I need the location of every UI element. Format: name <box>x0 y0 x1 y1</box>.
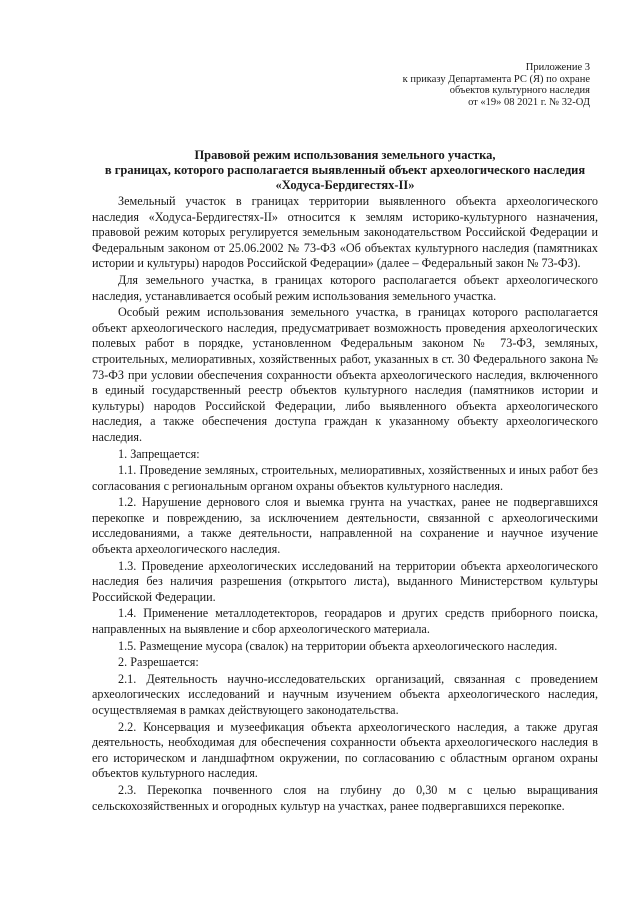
section-permitted: 2. Разрешается: <box>118 655 199 670</box>
title-line-1: Правовой режим использования земельного участка, <box>194 148 496 162</box>
paragraph-land-status: Земельный участок в границах территории выявленного объекта археологического наследия «Ходуса-Бердигестях-II» относится к землям историко-культурного назначения, правовой режим которых регулируется земельным законодательством Российской Федерации и Федеральным законом от 25.06.2002 № 73-ФЗ «Об объектах культурного наследия (памятниках истории и культуры) народов Российской Федерации» (далее – Федеральный закон № 73-ФЗ). <box>92 194 598 271</box>
section-prohibited: 1. Запрещается: <box>118 446 200 461</box>
paragraph-regime-details: Особый режим использования земельного участка, в границах которого располагается объект археологического наследия, предусматривает возможность проведения археологических полевых работ в порядке, установленном Федеральным законом № 73-ФЗ, земляных, строительных, мелиоративных, хозяйственных работ, указанных в ст. 30 Федерального закона № 73-ФЗ при условии обеспечения сохранности объекта археологического наследия, включенного в единый государственный реестр объектов культурного наследия (памятников истории и культуры) народов Российской Федерации, либо выявленного объекта археологического наследия, а также обеспечения доступа граждан к указанному объекту археологического наследия. <box>92 305 598 444</box>
item-2-1: 2.1. Деятельность научно-исследовательских организаций, связанная с проведением археологических исследований и научным изучением объекта археологического наследия, осуществляемая в рамках действующего законодательства. <box>92 671 598 717</box>
title-line-2: в границах, которого располагается выявленный объект археологического наследия <box>104 163 586 177</box>
annex-number: Приложение 3 <box>525 62 590 73</box>
item-2-2: 2.2. Консервация и музеефикация объекта археологического наследия, а также другая деятельность, необходимая для обеспечения сохранности объекта археологического наследия в его историческом и ландшафтном окружении, по согласованию с областным органом охраны объектов культурного наследия. <box>92 719 598 781</box>
item-1-1: 1.1. Проведение земляных, строительных, мелиоративных, хозяйственных и иных работ без согласования с региональным органом охраны объектов культурного наследия. <box>92 463 598 493</box>
item-1-5: 1.5. Размещение мусора (свалок) на территории объекта археологического наследия. <box>118 638 558 653</box>
annex-order-ref: к приказу Департамента РС (Я) по охране <box>402 73 590 85</box>
item-1-3: 1.3. Проведение археологических исследований на территории объекта археологического наследия без наличия разрешения (открытого листа), выданного Министерством культуры Российской Федерации. <box>92 558 598 604</box>
paragraph-special-regime: Для земельного участка, в границах которого располагается объект археологического наследия, устанавливается особый режим использования земельного участка. <box>92 272 598 303</box>
item-1-2: 1.2. Нарушение дернового слоя и выемка грунта на участках, ранее не подвергавшихся перекопке и повреждению, за исключением деятельности, связанной с археологическими исследованиями, а также деятельности, направленной на сохранение и научное изучение объекта археологического наследия. <box>92 495 598 557</box>
item-1-4: 1.4. Применение металлодетекторов, георадаров и других средств приборного поиска, направленных на выявление и сбор археологического материала. <box>92 606 598 637</box>
annex-order-date: от «19» 08 2021 г. № 32-ОД <box>468 96 590 108</box>
title-line-3: «Ходуса-Бердигестях-II» <box>275 178 415 192</box>
item-2-3: 2.3. Перекопка почвенного слоя на глубину до 0,30 м с целью выращивания сельскохозяйственных и огородных культур на участках, ранее подвергавшихся перекопке. <box>92 782 598 813</box>
annex-order-subject: объектов культурного наследия <box>449 85 590 96</box>
annex-header <box>92 62 590 108</box>
document-title <box>92 148 598 193</box>
document-body <box>92 194 598 814</box>
